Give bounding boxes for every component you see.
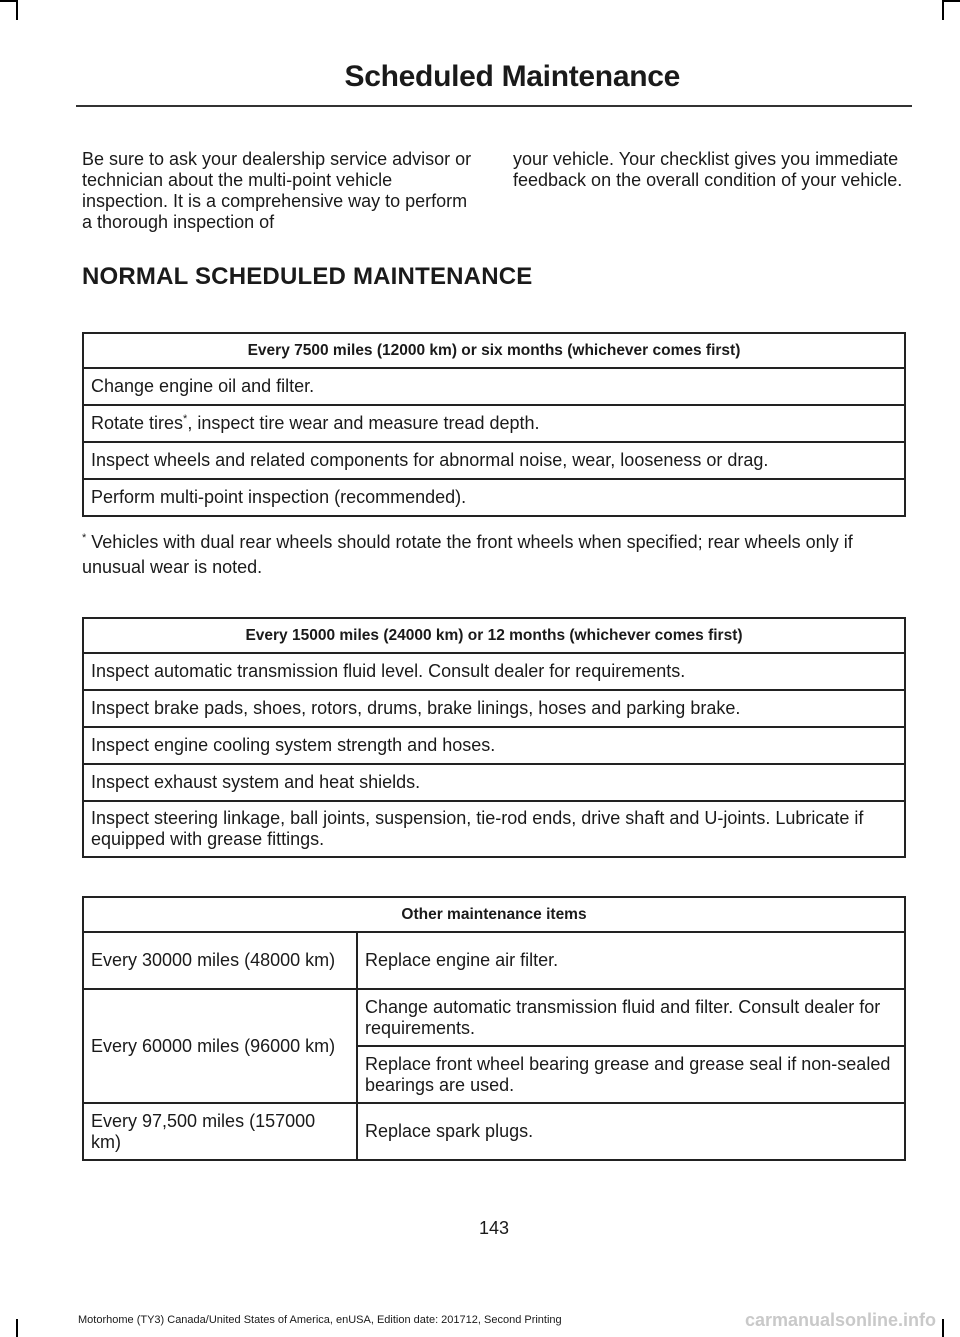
interval-cell: Every 97,500 miles (157000 km): [83, 1103, 357, 1160]
table-header: Every 7500 miles (12000 km) or six months (whichever comes first): [83, 333, 905, 368]
table-header: Other maintenance items: [83, 897, 905, 932]
maintenance-table-15000: [82, 617, 906, 858]
table-row: [83, 405, 905, 442]
table-row: [83, 442, 905, 479]
maintenance-table-7500: [82, 332, 906, 517]
intro-right-column: your vehicle. Your checklist gives you immediate feedback on the overall condition of your vehicle.: [513, 149, 903, 190]
header-divider: [76, 105, 912, 107]
interval-cell: Every 30000 miles (48000 km): [83, 932, 357, 989]
item-cell: Change automatic transmission fluid and filter. Consult dealer for requirements.: [357, 989, 905, 1046]
table-cell: Inspect exhaust system and heat shields.: [83, 764, 905, 801]
table-cell-text: Rotate tires: [91, 413, 184, 433]
table-cell: Inspect steering linkage, ball joints, suspension, tie-rod ends, drive shaft and U-joints. Lubricate if equipped with grease fittings.: [83, 801, 905, 857]
crop-mark: [942, 1319, 944, 1337]
table-row: [83, 989, 905, 1046]
table-row: [83, 727, 905, 764]
table-header-row: [83, 618, 905, 653]
footnote-marker: *: [82, 532, 87, 544]
table-row: [83, 368, 905, 405]
table-cell: Inspect automatic transmission fluid level. Consult dealer for requirements.: [83, 653, 905, 690]
item-cell: Replace spark plugs.: [357, 1103, 905, 1160]
footer-text: Motorhome (TY3) Canada/United States of America, enUSA, Edition date: 201712, Second Printing: [78, 1314, 562, 1326]
footnote-marker: *: [183, 413, 188, 425]
interval-cell: Every 60000 miles (96000 km): [83, 989, 357, 1103]
crop-mark: [942, 0, 944, 20]
table-cell: Inspect engine cooling system strength and hoses.: [83, 727, 905, 764]
table-cell: Inspect wheels and related components for abnormal noise, wear, looseness or drag.: [83, 442, 905, 479]
table-row: [83, 690, 905, 727]
section-heading: NORMAL SCHEDULED MAINTENANCE: [82, 263, 533, 290]
footnote: [82, 530, 910, 580]
crop-mark: [16, 1319, 18, 1337]
other-maintenance-table: [82, 896, 906, 1161]
table-header-row: [83, 897, 905, 932]
table-cell: Change engine oil and filter.: [83, 368, 905, 405]
table-row: [83, 479, 905, 516]
table-cell-text-suffix: , inspect tire wear and measure tread depth.: [187, 413, 540, 433]
table-row: [83, 1103, 905, 1160]
crop-mark: [16, 0, 18, 20]
table-row: [83, 932, 905, 989]
page-title: Scheduled Maintenance: [344, 60, 680, 93]
table-cell: Perform multi-point inspection (recommended).: [83, 479, 905, 516]
item-cell: Replace front wheel bearing grease and grease seal if non-sealed bearings are used.: [357, 1046, 905, 1103]
item-cell: Replace engine air filter.: [357, 932, 905, 989]
table-row: [83, 764, 905, 801]
table-cell: [83, 405, 905, 442]
table-cell: Inspect brake pads, shoes, rotors, drums, brake linings, hoses and parking brake.: [83, 690, 905, 727]
intro-left-column: Be sure to ask your dealership service advisor or technician about the multi-point vehicle inspection. It is a comprehensive way to perform a thorough inspection of: [82, 149, 472, 232]
footnote-text: Vehicles with dual rear wheels should rotate the front wheels when specified; rear wheels only if unusual wear is noted.: [82, 532, 853, 577]
table-header-row: [83, 333, 905, 368]
table-row: [83, 653, 905, 690]
page-number: 143: [478, 1218, 510, 1238]
intro-text: [82, 149, 906, 233]
watermark: carmanualsonline.info: [744, 1310, 936, 1330]
table-header: Every 15000 miles (24000 km) or 12 months (whichever comes first): [83, 618, 905, 653]
crop-mark: [942, 0, 960, 2]
table-row: [83, 801, 905, 857]
